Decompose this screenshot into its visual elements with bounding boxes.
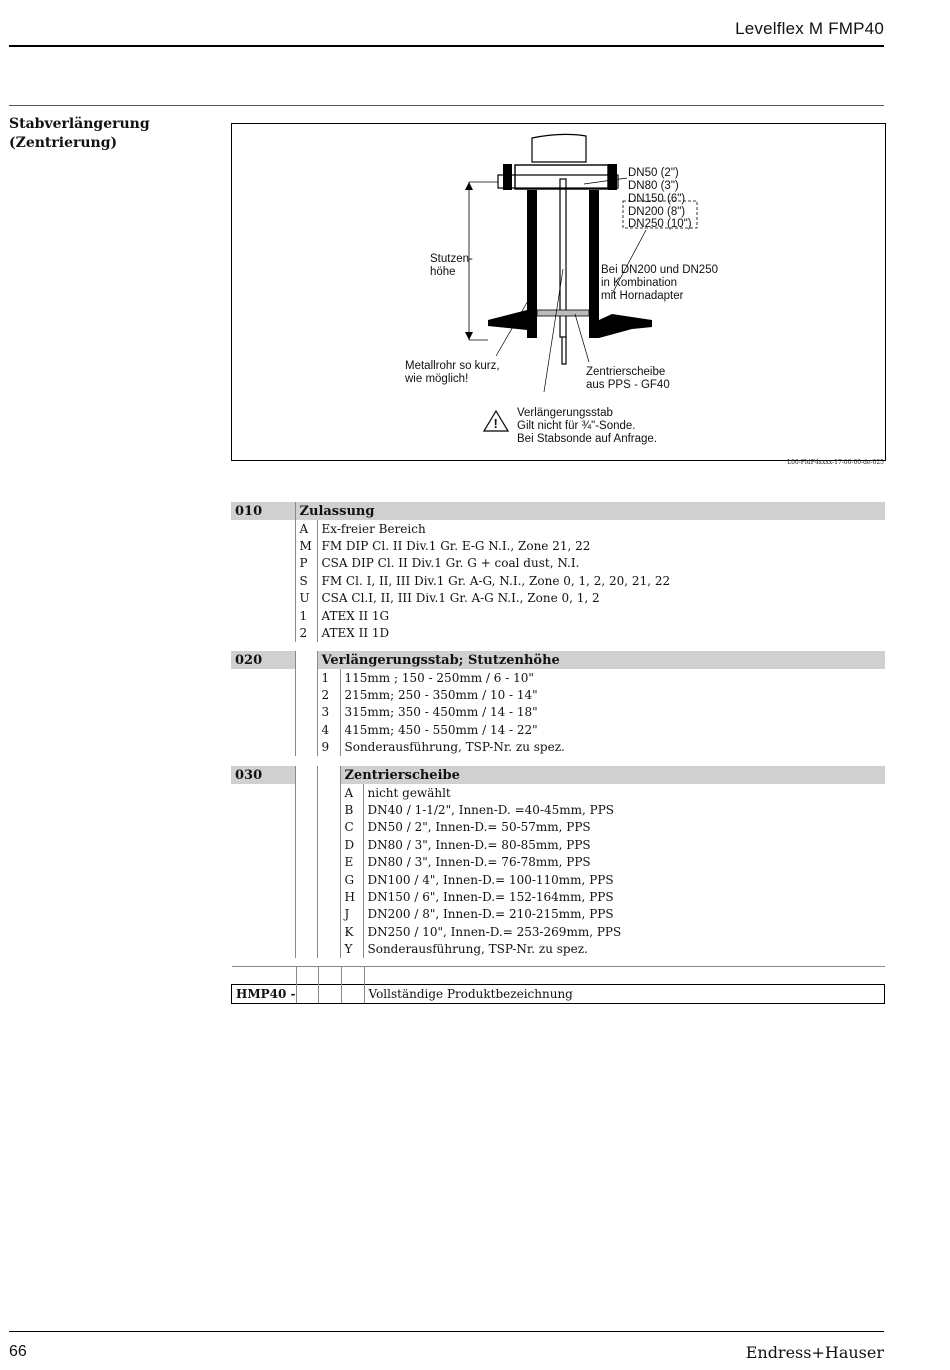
disc-label-1: Zentrierscheibe [586,366,666,378]
roof-right [599,314,652,338]
table-row [231,669,885,686]
header-rule [9,45,884,47]
upper-pipe-shape [532,134,586,162]
dim-arrow-up [465,182,473,190]
section-title-line1: Stabverlängerung [9,116,150,132]
section-rule [9,105,884,106]
spacer-row [232,967,885,985]
metal-label-2: wie möglich! [405,373,469,385]
stutzen-label-2: höhe [430,266,456,278]
table-row [231,686,885,703]
option-text: DN200 / 8", Innen-D.= 210-215mm, PPS [363,906,885,923]
disc-label-2: aus PPS - GF40 [586,379,670,391]
table-row [231,906,885,923]
leader-dn [584,178,627,184]
table-row [231,537,885,554]
option-text: FM DIP Cl. II Div.1 Gr. E-G N.I., Zone 21, 22 [317,537,885,554]
option-text: FM Cl. I, II, III Div.1 Gr. A-G, N.I., Zone 0, 1, 2, 20, 21, 22 [317,572,885,589]
option-key: A [340,784,363,801]
leader-disc [575,314,589,362]
option-text: ATEX II 1G [317,607,885,624]
option-key: P [295,555,317,572]
option-text: 315mm; 350 - 450mm / 14 - 18" [340,704,885,721]
option-text: DN80 / 3", Innen-D.= 80-85mm, PPS [363,836,885,853]
brand-name: Endress+Hauser [745,1343,884,1362]
page-number: 66 [9,1343,27,1360]
dn-label-5: DN250 (10") [628,218,692,230]
option-text: Sonderausführung, TSP-Nr. zu spez. [363,941,885,958]
bolt-right [608,164,617,190]
option-key: S [295,572,317,589]
table-title: Zulassung [295,502,885,520]
table-header-row [231,766,885,784]
option-key: J [340,906,363,923]
table-row [231,704,885,721]
table-row [231,590,885,607]
flange-shape [515,165,608,189]
option-text: 415mm; 450 - 550mm / 14 - 22" [340,721,885,738]
table-row [231,923,885,940]
horn-label-2: in Kombination [601,277,678,289]
document-title: Levelflex M FMP40 [735,19,884,38]
option-key: 4 [317,721,340,738]
table-row [231,941,885,958]
option-key: B [340,801,363,818]
dim-arrow-down [465,332,473,340]
nozzle-wall-right [589,190,599,338]
dn-label-3: DN150 (6") [628,193,686,205]
option-key: G [340,871,363,888]
table-row [231,801,885,818]
option-key: 1 [295,607,317,624]
table-code: 030 [231,766,295,784]
option-text: 215mm; 250 - 350mm / 10 - 14" [340,686,885,703]
option-key: A [295,520,317,537]
dn-label-1: DN50 (2") [628,167,679,179]
option-key: 9 [317,739,340,756]
option-key: D [340,836,363,853]
option-text: DN150 / 6", Innen-D.= 152-164mm, PPS [363,888,885,905]
option-text: DN80 / 3", Innen-D.= 76-78mm, PPS [363,854,885,871]
option-key: H [340,888,363,905]
table-row [231,819,885,836]
summary-row [232,985,885,1003]
table-row [231,836,885,853]
table-010-zulassung [231,502,885,642]
option-text: 115mm ; 150 - 250mm / 6 - 10" [340,669,885,686]
table-row [231,739,885,756]
footer-rule [9,1331,884,1332]
option-text: DN100 / 4", Innen-D.= 100-110mm, PPS [363,871,885,888]
option-key: 1 [317,669,340,686]
bolt-left [503,164,512,190]
warning-label-2: Gilt nicht für ¾"-Sonde. [517,420,636,432]
table-row [231,888,885,905]
figure-id: L00-FldF4xxxx-17-00-00-de-025 [787,459,884,466]
table-020-verlaengerungsstab [231,651,885,756]
table-030-zentrierscheibe [231,766,885,958]
probe-tip [562,337,566,364]
warning-label-3: Bei Stabsonde auf Anfrage. [517,433,658,445]
warning-icon-mark: ! [493,416,498,431]
option-text: nicht gewählt [363,784,885,801]
table-row [231,721,885,738]
option-text: Sonderausführung, TSP-Nr. zu spez. [340,739,885,756]
option-key: 2 [317,686,340,703]
table-title: Verlängerungsstab; Stutzenhöhe [317,651,885,669]
table-row [231,572,885,589]
option-key: Y [340,941,363,958]
option-key: E [340,854,363,871]
stutzen-label-1: Stutzen- [430,253,473,265]
table-row [231,854,885,871]
product-description: Vollständige Produktbezeichnung [364,985,884,1003]
table-row [231,520,885,537]
dn-label-2: DN80 (3") [628,180,679,192]
table-row [231,871,885,888]
section-title [9,115,150,153]
option-text: DN250 / 10", Innen-D.= 253-269mm, PPS [363,923,885,940]
table-row [231,624,885,641]
option-key: C [340,819,363,836]
option-text: ATEX II 1D [317,624,885,641]
option-text: DN50 / 2", Innen-D.= 50-57mm, PPS [363,819,885,836]
table-code: 010 [231,502,295,520]
table-row [231,784,885,801]
horn-label-3: mit Hornadapter [601,290,684,302]
table-code: 020 [231,651,295,669]
option-key: 3 [317,704,340,721]
technical-drawing [231,123,886,461]
product-code: HMP40 - [232,985,297,1003]
table-header-row [231,502,885,520]
drawing-svg [232,124,885,460]
horn-label-1: Bei DN200 und DN250 [601,264,718,276]
option-key: K [340,923,363,940]
option-text: CSA Cl.I, II, III Div.1 Gr. A-G N.I., Zone 0, 1, 2 [317,590,885,607]
option-key: 2 [295,624,317,641]
option-key: U [295,590,317,607]
table-row [231,555,885,572]
option-text: Ex-freier Bereich [317,520,885,537]
table-header-row [231,651,885,669]
option-text: CSA DIP Cl. II Div.1 Gr. G + coal dust, N.I. [317,555,885,572]
table-title: Zentrierscheibe [340,766,885,784]
metal-label-1: Metallrohr so kurz, [405,360,500,372]
centering-disc [537,310,589,316]
table-row [231,607,885,624]
option-key: M [295,537,317,554]
warning-label-1: Verlängerungsstab [517,407,613,419]
option-text: DN40 / 1-1/2", Innen-D. =40-45mm, PPS [363,801,885,818]
dn-label-4: DN200 (8") [628,206,686,218]
section-title-line2: (Zentrierung) [9,135,118,151]
table-product-summary [231,966,885,1004]
